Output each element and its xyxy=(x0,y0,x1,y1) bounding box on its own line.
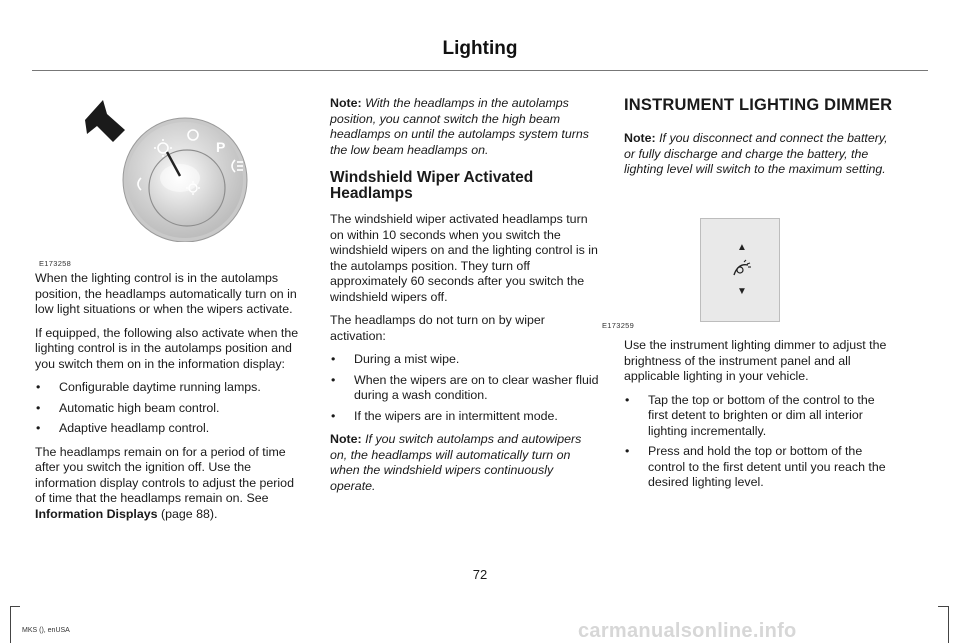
cross-reference-link[interactable]: Information Displays xyxy=(35,506,158,521)
list-item: • Tap the top or bottom of the control to the first detent to brighten or dim all interior lighting incrementally. xyxy=(624,393,896,440)
page-header-title: Lighting xyxy=(442,38,518,59)
bullet-list xyxy=(35,380,307,437)
bullet-list xyxy=(624,393,896,491)
note: Note: If you switch autolamps and autowipers on, the headlamps will automatically turn on when the windshield wipers continuously operate. xyxy=(330,432,582,493)
paragraph: The headlamps do not turn on by wiper activation: xyxy=(330,313,545,343)
figure-code: E173258 xyxy=(39,259,72,268)
list-item: • Configurable daytime running lamps. xyxy=(35,380,307,396)
list-item: • If the wipers are in intermittent mode. xyxy=(330,409,602,425)
list-item: • Adaptive headlamp control. xyxy=(35,421,307,437)
list-item: • Press and hold the top or bottom of the control to the first detent until you reach the desired lighting level. xyxy=(624,444,896,491)
figure-code: E173259 xyxy=(602,321,635,330)
svg-text:P: P xyxy=(216,139,226,155)
crop-mark xyxy=(948,606,949,643)
header-rule xyxy=(32,70,928,71)
paragraph: The headlamps remain on for a period of time after you switch the ignition off. Use the information display controls to adjust the period of time that the headlamps remain on. See Information Displays (page 88). xyxy=(35,444,294,521)
paragraph: If equipped, the following also activate when the lighting control is in the autolamps position and you switch them on in the information display: xyxy=(35,325,299,371)
list-item: • When the wipers are on to clear washer fluid during a wash condition. xyxy=(330,373,602,404)
bullet-list xyxy=(330,352,602,424)
dimmer-lighting-icon xyxy=(731,259,753,279)
crop-mark xyxy=(10,606,11,643)
crop-mark xyxy=(10,606,20,607)
dimmer-up-arrow-icon[interactable]: ▲ xyxy=(737,242,747,253)
paragraph: The windshield wiper activated headlamps turn on within 10 seconds when you switch the windshield wipers on and the lighting control is in the autolamps position. They turn off approximately 60 seconds after you switch the windshield wipers off. xyxy=(330,212,598,304)
paragraph: Use the instrument lighting dimmer to adjust the brightness of the instrument panel and all applicable lighting in your vehicle. xyxy=(624,338,887,383)
instrument-dimmer-figure xyxy=(700,218,780,322)
section-heading: INSTRUMENT LIGHTING DIMMER xyxy=(624,96,893,114)
note: Note: With the headlamps in the autolamps position, you cannot switch the high beam headlamps on until the autolamps system turns the low beam headlamps on. xyxy=(330,96,589,157)
note: Note: If you disconnect and connect the battery, or fully discharge and charge the battery, the lighting level will switch to the maximum setting. xyxy=(624,131,888,176)
paragraph: When the lighting control is in the autolamps position, the headlamps automatically turn on in low light situations or when the wipers activate. xyxy=(35,271,297,316)
dimmer-down-arrow-icon[interactable]: ▼ xyxy=(737,286,747,297)
lighting-control-figure xyxy=(85,100,255,242)
watermark: carmanualsonline.info xyxy=(578,620,797,642)
page-number: 72 xyxy=(472,567,488,582)
pointer-arrow-icon xyxy=(85,100,125,142)
list-item: • During a mist wipe. xyxy=(330,352,602,368)
crop-mark xyxy=(938,606,948,607)
lighting-control-illustration xyxy=(85,100,255,242)
list-item: • Automatic high beam control. xyxy=(35,401,307,417)
document-id: MKS (), enUSA xyxy=(22,627,70,634)
section-heading: Windshield Wiper Activated Headlamps xyxy=(330,169,534,202)
